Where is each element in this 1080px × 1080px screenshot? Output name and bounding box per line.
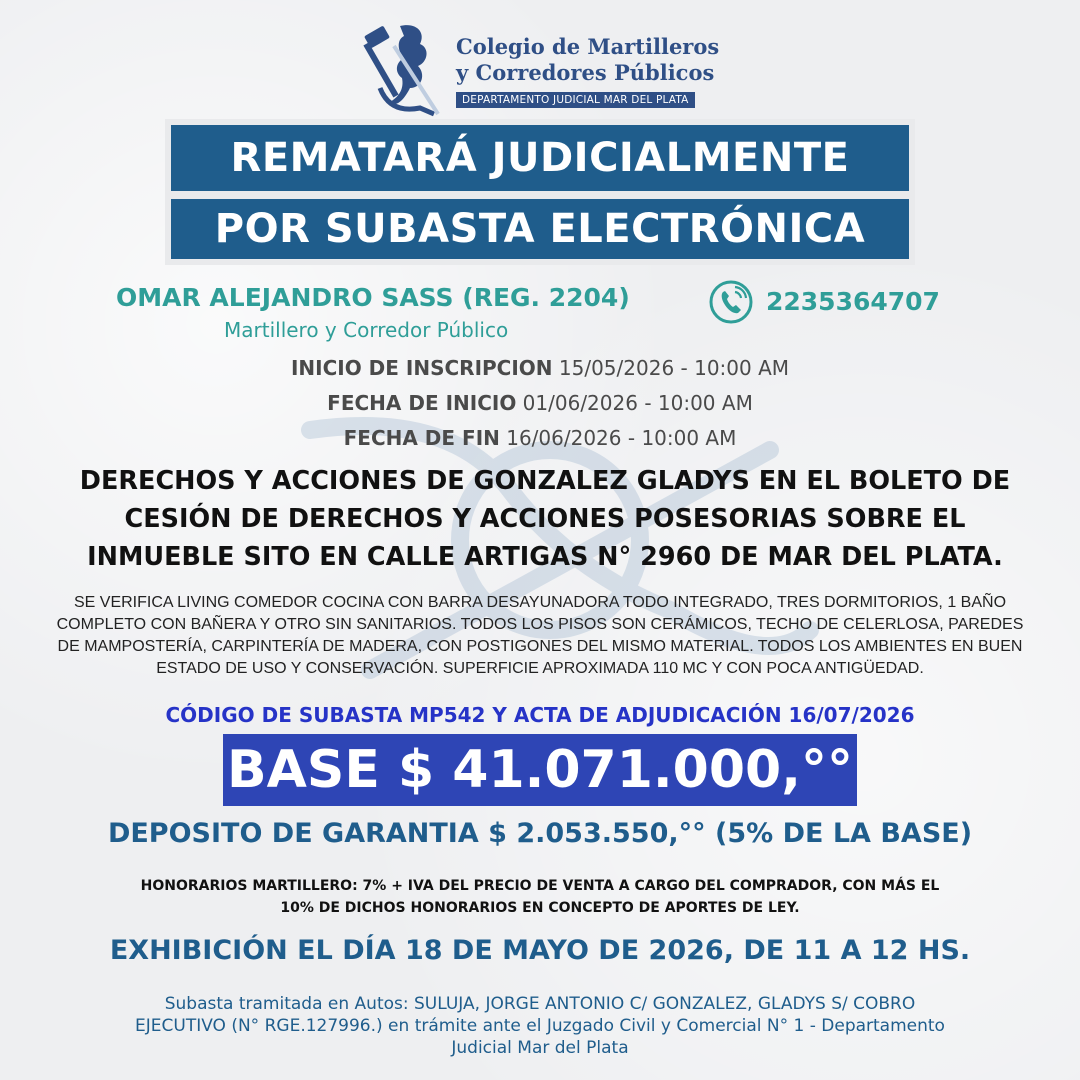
- end-date: [0, 426, 1080, 450]
- start-label: FECHA DE INICIO: [327, 391, 517, 415]
- auction-code: CÓDIGO DE SUBASTA MP542 Y ACTA DE ADJUDICACIÓN 16/07/2026: [165, 703, 915, 727]
- start-date: [0, 391, 1080, 415]
- auctioneer-title: Martillero y Corredor Público: [224, 318, 509, 342]
- headline-line1: DERECHOS Y ACCIONES DE GONZALEZ GLADYS EN EL BOLETO DE: [79, 466, 1011, 496]
- property-headline: [30, 462, 1060, 576]
- auctioneer-name: OMAR ALEJANDRO SASS (REG. 2204): [116, 283, 630, 312]
- phone-icon: [708, 279, 754, 325]
- org-name-line2: y Corredores Públicos: [456, 60, 715, 85]
- headline-line2: CESIÓN DE DERECHOS Y ACCIONES POSESORIAS SOBRE EL: [124, 504, 966, 534]
- org-name-line1: Colegio de Martilleros: [456, 34, 720, 59]
- guarantee-deposit: DEPOSITO DE GARANTIA $ 2.053.550,°° (5% DE LA BASE): [107, 818, 973, 849]
- banner-line2: POR SUBASTA ELECTRÓNICA: [171, 199, 909, 259]
- base-price: BASE $ 41.071.000,°°: [223, 734, 857, 806]
- banner-line1: REMATARÁ JUDICIALMENTE: [171, 125, 909, 191]
- property-description: [20, 592, 1060, 680]
- fees-line1: HONORARIOS MARTILLERO: 7% + IVA DEL PRECIO DE VENTA A CARGO DEL COMPRADOR, CON MÁS EL: [140, 878, 940, 894]
- headline-line3: INMUEBLE SITO EN CALLE ARTIGAS N° 2960 DE MAR DEL PLATA.: [87, 542, 1003, 572]
- organization-name: [456, 34, 719, 108]
- end-label: FECHA DE FIN: [343, 426, 500, 450]
- footer-line2: EJECUTIVO (N° RGE.127996.) en trámite ante el Juzgado Civil y Comercial N° 1 - Departamento: [135, 1016, 945, 1036]
- inscription-value: 15/05/2026 - 10:00 AM: [552, 356, 790, 380]
- auctioneer-fees: [60, 875, 1020, 919]
- start-value: 01/06/2026 - 10:00 AM: [516, 391, 753, 415]
- description-line2: COMPLETO CON BAÑERA Y OTRO SIN SANITARIOS. TODOS LOS PISOS SON CERÁMICOS, TECHO DE CELERLOSA, PAREDES: [56, 616, 1024, 633]
- phone-number: 2235364707: [766, 287, 940, 316]
- college-logo-icon: [360, 18, 450, 118]
- inscription-date: [0, 356, 1080, 380]
- description-line3: DE MAMPOSTERÍA, CARPINTERÍA DE MADERA, CON POSTIGONES DEL MISMO MATERIAL. TODOS LOS AMBIENTES EN BUEN: [57, 638, 1023, 655]
- fees-line2: 10% DE DICHOS HONORARIOS EN CONCEPTO DE APORTES DE LEY.: [280, 900, 800, 916]
- footer-line1: Subasta tramitada en Autos: SULUJA, JORGE ANTONIO C/ GONZALEZ, GLADYS S/ COBRO: [164, 994, 916, 1014]
- inscription-label: INICIO DE INSCRIPCION: [290, 356, 553, 380]
- description-line1: SE VERIFICA LIVING COMEDOR COCINA CON BARRA DESAYUNADORA TODO INTEGRADO, TRES DORMITORIOS, 1 BAÑO: [73, 594, 1007, 611]
- org-department: DEPARTAMENTO JUDICIAL MAR DEL PLATA: [456, 92, 695, 108]
- footer-line3: Judicial Mar del Plata: [451, 1038, 629, 1058]
- description-line4: ESTADO DE USO Y CONSERVACIÓN. SUPERFICIE APROXIMADA 110 MC Y CON POCA ANTIGÜEDAD.: [156, 660, 924, 677]
- case-footer: [60, 993, 1020, 1059]
- exhibition-date: EXHIBICIÓN EL DÍA 18 DE MAYO DE 2026, DE 11 A 12 HS.: [109, 935, 971, 966]
- end-value: 16/06/2026 - 10:00 AM: [499, 426, 737, 450]
